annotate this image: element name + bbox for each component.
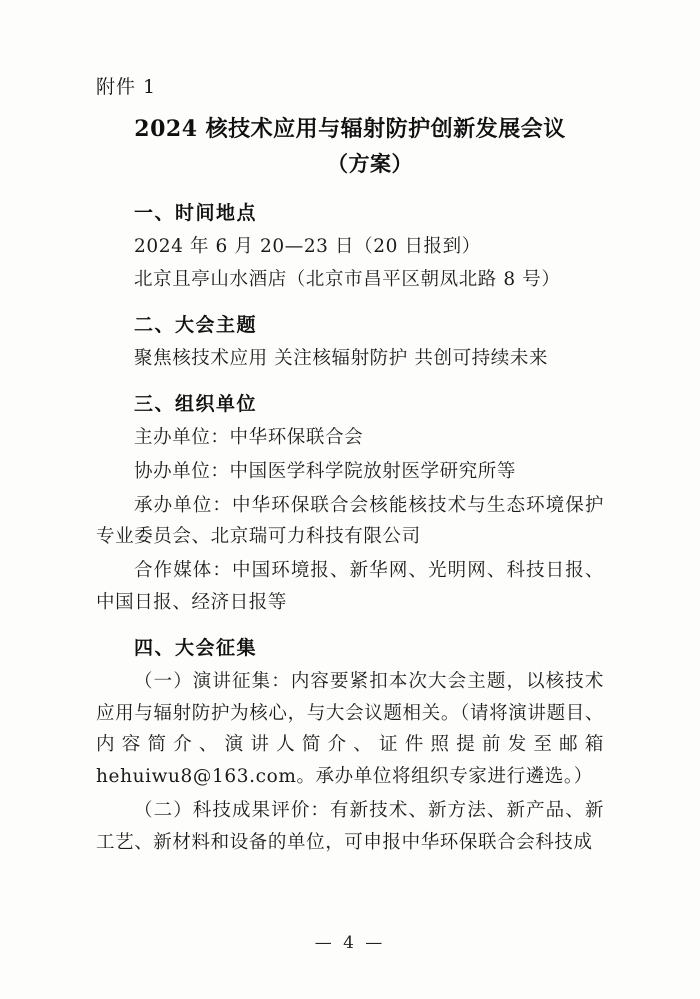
section-paragraph: 2024 年 6 月 20—23 日（20 日报到）: [134, 235, 481, 257]
section-paragraph: （二）科技成果评价：有新技术、新方法、新产品、新工艺、新材料和设备的单位，可申报中华环保联合会科技成: [96, 800, 604, 853]
section-heading: 二、大会主题: [134, 314, 258, 337]
section-paragraph: （一）演讲征集：内容要紧扣本次大会主题，以核技术应用与辐射防护为核心，与大会议题相关。（请将演讲题目、内容简介、演讲人简介、证件照提前发至邮箱 hehuiwu8@163.com。承办单位将组织专家进行遴选。）: [96, 670, 604, 788]
section-paragraph: 承办单位：中华环保联合会核能核技术与生态环境保护专业委员会、北京瑞可力科技有限公司: [96, 494, 604, 548]
section-paragraph: 主办单位：中华环保联合会: [134, 426, 364, 448]
page-title: 2024 核技术应用与辐射防护创新发展会议: [134, 116, 566, 142]
section-heading: 三、组织单位: [134, 392, 258, 415]
section-call-for-submissions: [96, 633, 604, 859]
section-paragraph: 协办单位：中国医学科学院放射医学研究所等: [134, 460, 517, 482]
section-heading: 一、时间地点: [134, 201, 258, 224]
page-subtitle: （方案）: [327, 151, 413, 176]
section-theme: [96, 310, 604, 375]
attachment-label: 附件 1: [96, 76, 157, 98]
section-heading: 四、大会征集: [134, 636, 258, 659]
page-number: — 4 —: [314, 933, 386, 953]
section-paragraph: 聚焦核技术应用 关注核辐射防护 共创可持续未来: [134, 348, 549, 370]
section-time-location: [96, 198, 604, 297]
section-paragraph: 合作媒体：中国环境报、新华网、光明网、科技日报、中国日报、经济日报等: [96, 560, 604, 613]
section-organizers: [96, 389, 604, 619]
section-paragraph: 北京且亭山水酒店（北京市昌平区朝凤北路 8 号）: [134, 269, 561, 291]
